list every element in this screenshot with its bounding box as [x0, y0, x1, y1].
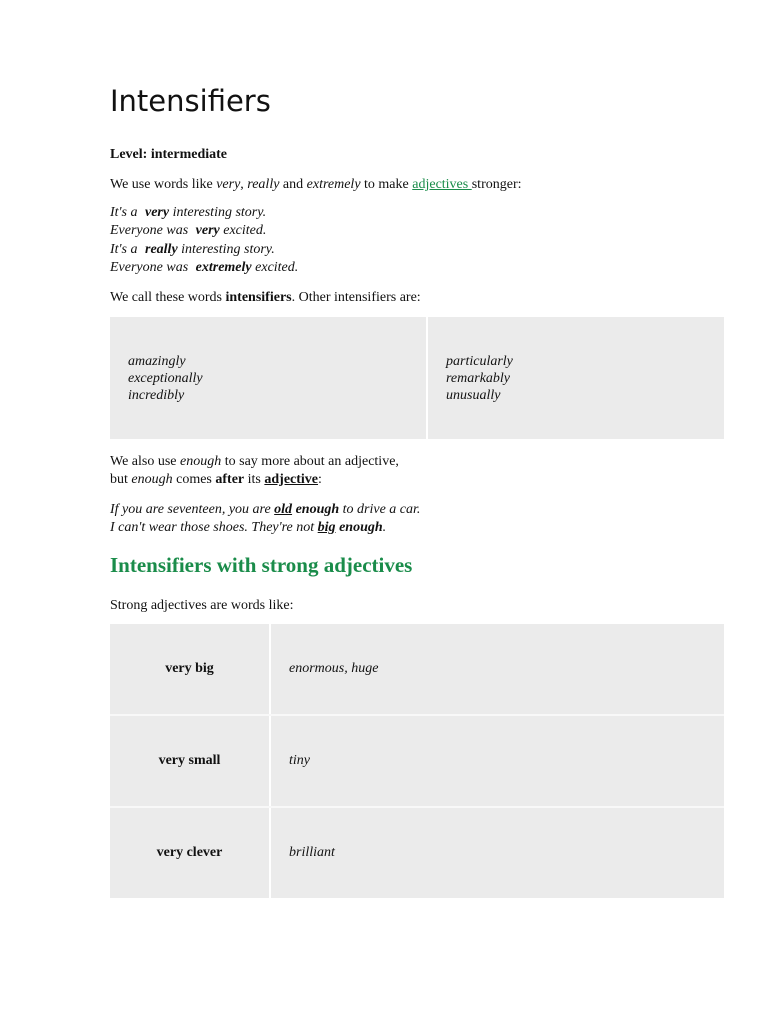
intensifiers-column-2 [428, 317, 724, 439]
enough-text: to say more about an adjective, [221, 454, 399, 469]
enough-example-adjective: big [317, 520, 336, 535]
table-row [110, 624, 724, 716]
enough-example-text: . [382, 520, 387, 535]
enough-example-line [110, 501, 420, 519]
enough-example-enough: enough [339, 520, 383, 535]
example-intensifier: extremely [195, 260, 252, 275]
table-strong-cell: tiny [289, 753, 310, 768]
intro-text-4: to make [360, 177, 413, 192]
strong-adjectives-table [110, 624, 724, 898]
table-phrase-cell: very clever [110, 808, 271, 898]
page-title: Intensifiers [110, 84, 271, 118]
enough-example-text: to drive a car. [339, 502, 421, 517]
example-intensifier: really [145, 242, 178, 257]
call-term: intensifiers [225, 290, 292, 305]
intensifier-word: amazingly [128, 354, 186, 369]
call-text: We call these words [110, 290, 226, 305]
table-phrase-cell: very big [110, 624, 271, 714]
intro-word-very: very [216, 177, 241, 192]
intro-paragraph [110, 176, 522, 194]
after-word: after [215, 472, 245, 487]
example-text: excited. [251, 260, 299, 275]
section-heading: Intensifiers with strong adjectives [110, 553, 413, 577]
intensifier-word: exceptionally [128, 371, 203, 386]
enough-example-adjective: old [274, 502, 293, 517]
table-row [110, 808, 724, 898]
strong-intro: Strong adjectives are words like: [110, 598, 294, 613]
intro-text-2: , [240, 177, 248, 192]
enough-text: its [244, 472, 265, 487]
enough-word: enough [180, 454, 222, 469]
intensifiers-paragraph [110, 289, 421, 307]
enough-text: comes [172, 472, 216, 487]
example-text: interesting story. [169, 205, 267, 220]
example-text: excited. [219, 223, 267, 238]
enough-text: but [110, 472, 132, 487]
table-phrase-cell: very small [110, 716, 271, 806]
enough-paragraph-line-2 [110, 471, 322, 489]
example-text: Everyone was [110, 260, 192, 275]
enough-example-line [110, 519, 386, 537]
intensifiers-box [110, 317, 724, 439]
example-line [110, 222, 266, 240]
enough-word: enough [131, 472, 173, 487]
example-text: Everyone was [110, 223, 192, 238]
intro-word-extremely: extremely [306, 177, 361, 192]
adjectives-link[interactable]: adjectives [412, 177, 472, 192]
intensifiers-column-1 [110, 317, 428, 439]
level-label [110, 146, 227, 164]
intro-word-really: really [247, 177, 280, 192]
example-line [110, 204, 266, 222]
example-intensifier: very [195, 223, 220, 238]
enough-example-text: I can't wear those shoes. They're not [110, 520, 318, 535]
table-row [110, 716, 724, 808]
table-strong-cell: enormous, huge [289, 661, 379, 676]
example-line [110, 241, 275, 259]
enough-example-text: If you are seventeen, you are [110, 502, 275, 517]
example-text: interesting story. [177, 242, 275, 257]
intro-text-1: We use words like [110, 177, 217, 192]
intensifier-word: particularly [446, 354, 513, 369]
intensifier-word: unusually [446, 388, 501, 403]
example-text: It's a [110, 242, 141, 257]
intensifier-word: incredibly [128, 388, 185, 403]
adjective-word: adjective [264, 472, 319, 487]
enough-paragraph-line-1 [110, 453, 399, 471]
level-text: Level: intermediate [110, 147, 228, 162]
example-line [110, 259, 298, 277]
call-text: . Other intensifiers are: [291, 290, 421, 305]
intro-text-5: stronger: [471, 177, 522, 192]
intro-text-3: and [279, 177, 307, 192]
enough-text: We also use [110, 454, 181, 469]
enough-example-enough: enough [295, 502, 340, 517]
table-strong-cell: brilliant [289, 845, 335, 860]
enough-text: : [318, 472, 322, 487]
example-text: It's a [110, 205, 141, 220]
example-intensifier: very [145, 205, 170, 220]
intensifier-word: remarkably [446, 371, 511, 386]
